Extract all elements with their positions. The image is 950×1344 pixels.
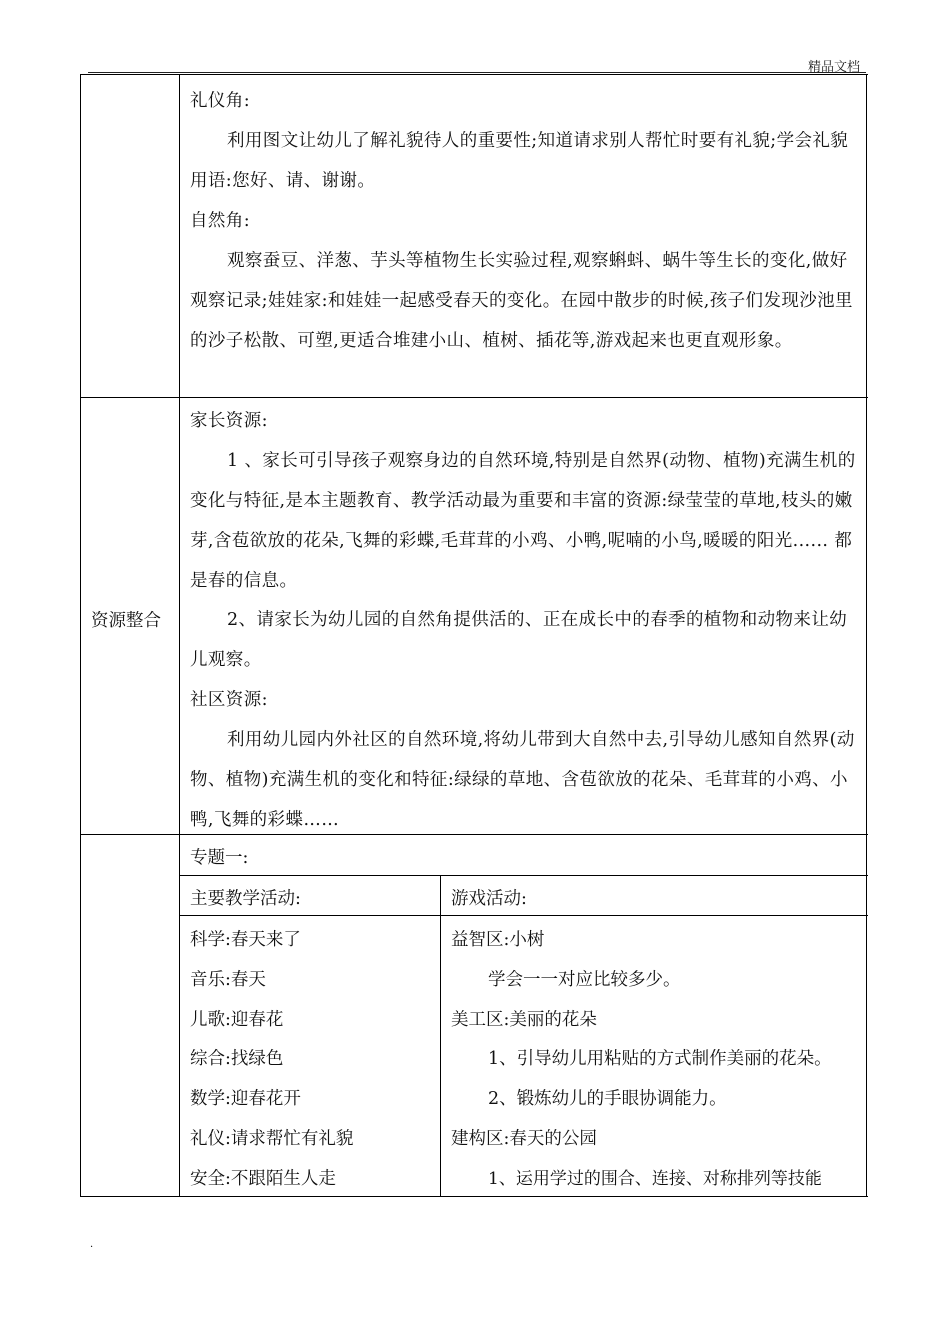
list-item: 1、运用学过的围合、连接、对称排列等技能	[488, 1169, 822, 1189]
etiquette-text: 利用图文让幼儿了解礼貌待人的重要性;知道请求别人帮忙时要有礼貌;学会礼貌用语:您好、请、谢谢。	[190, 131, 849, 191]
table-top-border	[80, 74, 868, 75]
list-item: 益智区:小树	[451, 930, 545, 950]
topic-title: 专题一:	[190, 848, 249, 868]
table-right-border	[866, 74, 867, 1197]
list-item: 美工区:美丽的花朵	[451, 1010, 597, 1030]
row-divider-1	[80, 397, 868, 398]
list-item: 2、锻炼幼儿的手眼协调能力。	[488, 1089, 727, 1109]
list-item: 儿歌:迎春花	[190, 1010, 284, 1030]
list-item: 综合:找绿色	[190, 1049, 284, 1069]
nature-title: 自然角:	[190, 211, 250, 231]
list-item: 建构区:春天的公园	[451, 1129, 597, 1149]
list-item: 音乐:春天	[190, 970, 266, 990]
list-item: 1、引导幼儿用粘贴的方式制作美丽的花朵。	[488, 1049, 832, 1069]
list-item: 礼仪:请求帮忙有礼貌	[190, 1129, 354, 1149]
activity-column-divider	[440, 875, 441, 1197]
header-rule	[88, 72, 866, 73]
parent-resources-item-2: 2、请家长为幼儿园的自然角提供活的、正在成长中的春季的植物和动物来让幼儿观察。	[190, 610, 848, 670]
list-item: 科学:春天来了	[190, 930, 301, 950]
header-watermark: 精品文档	[807, 60, 860, 75]
resource-integration-label: 资源整合	[91, 611, 161, 631]
footer-dot: ·	[90, 1242, 94, 1253]
teaching-activities-header: 主要教学活动:	[190, 889, 301, 909]
list-item: 学会一一对应比较多少。	[488, 970, 681, 990]
label-column-divider	[179, 74, 180, 1197]
list-item: 数学:迎春花开	[190, 1089, 301, 1109]
topic-divider	[179, 875, 868, 876]
game-activities-header: 游戏活动:	[451, 889, 527, 909]
community-resources-text: 利用幼儿园内外社区的自然环境,将幼儿带到大自然中去,引导幼儿感知自然界(动物、植物)充满生机的变化和特征:绿绿的草地、含苞欲放的花朵、毛茸茸的小鸡、小鸭,飞舞的彩蝶……	[190, 730, 855, 830]
parent-resources-title: 家长资源:	[190, 411, 268, 431]
community-resources-title: 社区资源:	[190, 690, 268, 710]
table-left-border	[80, 74, 81, 1197]
list-item: 安全:不跟陌生人走	[190, 1169, 336, 1189]
nature-text: 观察蚕豆、洋葱、芋头等植物生长实验过程,观察蝌蚪、蜗牛等生长的变化,做好观察记录;娃娃家:和娃娃一起感受春天的变化。在园中散步的时候,孩子们发现沙池里的沙子松散、可塑,更适合堆建小山、植树、插花等,游戏起来也更直观形象。	[190, 251, 853, 351]
etiquette-title: 礼仪角:	[190, 91, 250, 111]
parent-resources-item-1: 1 、家长可引导孩子观察身边的自然环境,特别是自然界(动物、植物)充满生机的变化与特征,是本主题教育、教学活动最为重要和丰富的资源:绿莹莹的草地,枝头的嫩芽,含苞欲放的花朵,飞舞的彩蝶,毛茸茸的小鸡、小鸭,呢喃的小鸟,暖暖的阳光...... 都是春的信息。	[190, 451, 856, 591]
